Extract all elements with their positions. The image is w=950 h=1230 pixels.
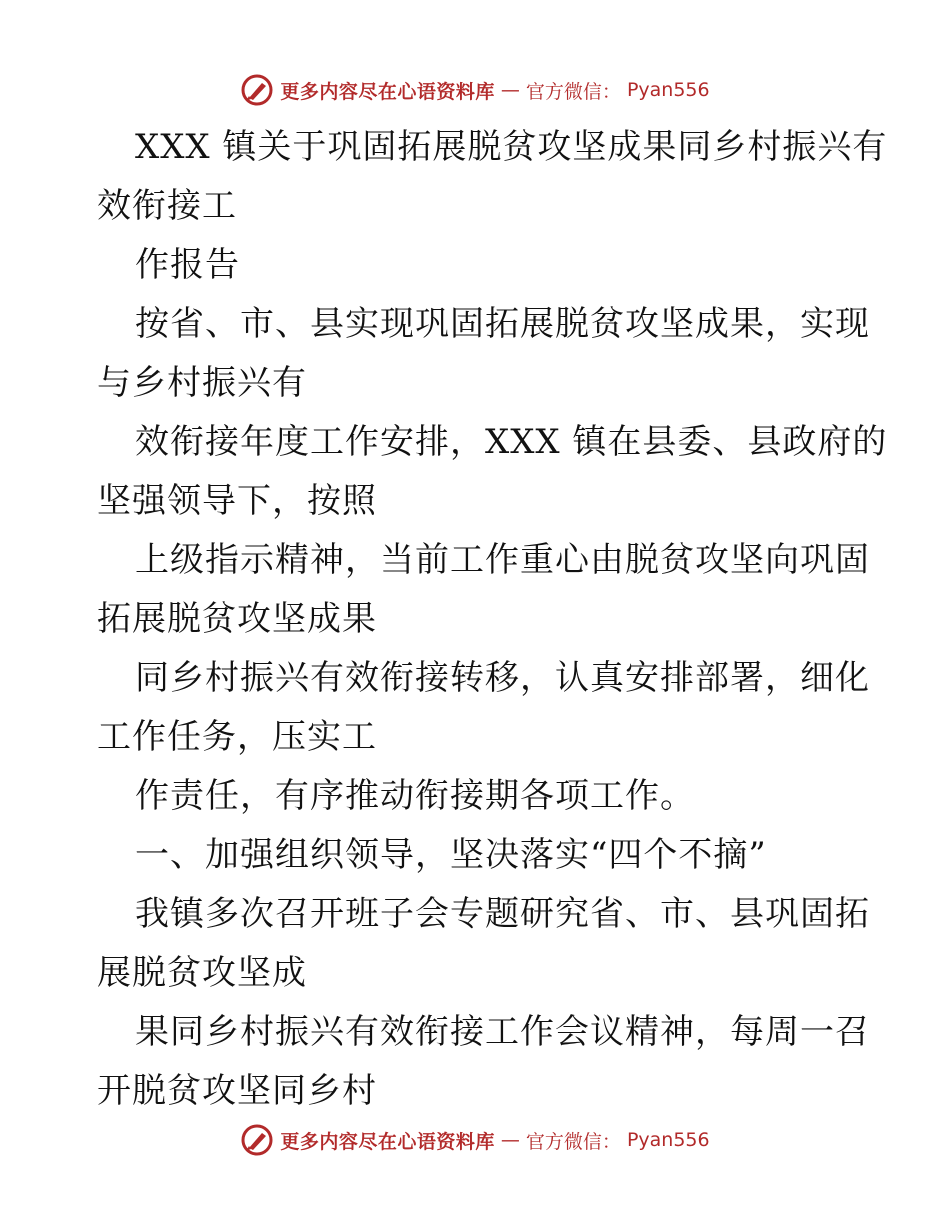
text-line: XXX 镇关于巩固拓展脱贫攻坚成果同乡村振兴有	[135, 127, 888, 167]
brand-wechat-id: Pyan556	[626, 79, 710, 101]
text-line: 工作任务，压实工	[97, 717, 377, 757]
text-line: 坚强领导下，按照	[97, 481, 377, 521]
brand-wechat-label: 官方微信：	[525, 1130, 621, 1153]
brand-dash: —	[500, 1129, 520, 1151]
page-footer	[0, 1120, 950, 1160]
text-line: 按省、市、县实现巩固拓展脱贫攻坚成果，实现	[135, 304, 870, 344]
brand-name: 更多内容尽在心语资料库	[280, 80, 495, 103]
text-line: 与乡村振兴有	[97, 363, 307, 403]
text-line: 果同乡村振兴有效衔接工作会议精神，每周一召	[135, 1012, 870, 1052]
text-line: 作报告	[135, 245, 240, 285]
text-line: 我镇多次召开班子会专题研究省、市、县巩固拓	[135, 894, 870, 934]
text-line: 效衔接年度工作安排，XXX 镇在县委、县政府的	[135, 422, 888, 462]
brand-banner	[240, 73, 709, 107]
document-body	[97, 118, 888, 1121]
brand-banner	[240, 1123, 709, 1157]
page-header	[0, 70, 950, 110]
text-line: 作责任，有序推动衔接期各项工作。	[135, 776, 695, 816]
text-line: 效衔接工	[97, 186, 237, 226]
brand-dash: —	[500, 79, 520, 101]
text-line: 拓展脱贫攻坚成果	[97, 599, 377, 639]
brand-name: 更多内容尽在心语资料库	[280, 1130, 495, 1153]
text-line: 同乡村振兴有效衔接转移，认真安排部署，细化	[135, 658, 870, 698]
text-line: 开脱贫攻坚同乡村	[97, 1071, 377, 1111]
brand-logo-icon	[240, 1123, 274, 1157]
text-line: 展脱贫攻坚成	[97, 953, 307, 993]
section-heading: 一、加强组织领导，坚决落实“四个不摘”	[135, 835, 767, 875]
text-line: 上级指示精神，当前工作重心由脱贫攻坚向巩固	[135, 540, 870, 580]
brand-logo-icon	[240, 73, 274, 107]
brand-wechat-label: 官方微信：	[525, 80, 621, 103]
brand-wechat-id: Pyan556	[626, 1129, 710, 1151]
